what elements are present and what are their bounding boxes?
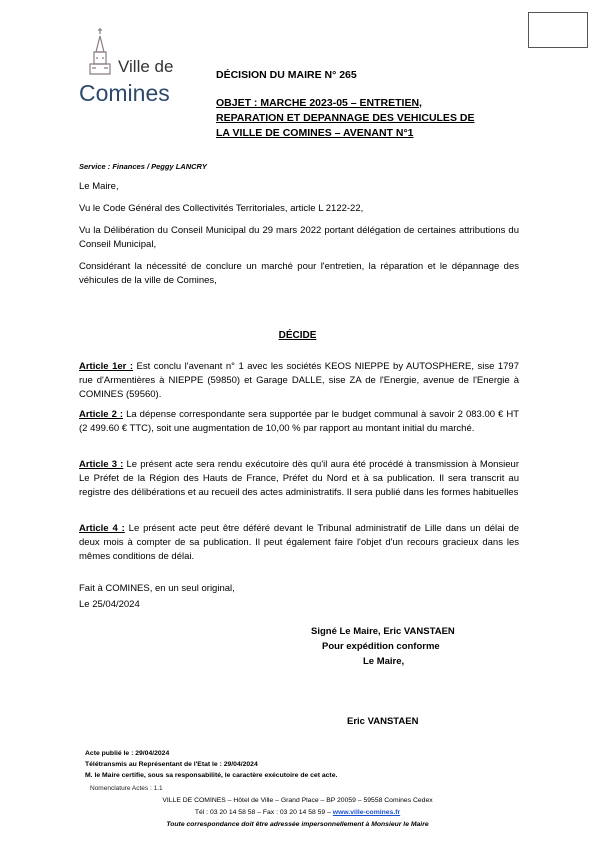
article-2 — [79, 408, 519, 436]
article-label: Article 3 : — [79, 459, 124, 470]
salutation: Le Maire, — [79, 181, 119, 192]
article-text: La dépense correspondante sera supportée par le budget communal à savoir 2 083.00 € HT (2 499.60 € TTC), soit une augmentation de 10,00 % par rapport au montant initial du marché. — [79, 409, 520, 434]
date: Le 25/04/2024 — [79, 599, 140, 610]
footer-address: VILLE DE COMINES – Hôtel de Ville – Grand Place – BP 20059 – 59558 Comines Cedex — [162, 797, 433, 804]
article-text: Le présent acte sera rendu exécutoire dès qu'il aura été procédé à transmission à Monsieur Le Préfet de la Région des Hauts de France, Préfet du Nord et à sa publication. Il sera transcrit au registre des délibérations et au recueil des actes administratifs. Il sera publié dans les formes habituelles — [79, 459, 520, 498]
article-label: Article 4 : — [79, 523, 125, 534]
stamp-box — [528, 12, 588, 48]
considerant: Considérant la nécessité de conclure un marché pour l'entretien, la réparation et le dépannage des véhicules de la ville de Comines, — [79, 261, 519, 286]
vu-code: Vu le Code Général des Collectivités Territoriales, article L 2122-22, — [79, 203, 364, 214]
article-3 — [79, 458, 519, 500]
certification: M. le Maire certifie, sous sa responsabilité, le caractère exécutoire de cet acte. — [85, 772, 338, 779]
nomenclature: Nomenclature Actes : 1.1 — [90, 785, 163, 792]
article-4 — [79, 522, 519, 564]
objet-label: OBJET : — [216, 97, 258, 109]
article-1 — [79, 360, 519, 402]
article-text: Est conclu l'avenant n° 1 avec les sociétés KEOS NIEPPE by AUTOSPHERE, sise 1797 rue d'Armentières à NIEPPE (59850) et Garage DALLE, sise ZA de l'Energie, avenue de l'Energie à COMINES (59560). — [79, 361, 519, 400]
objet-text: MARCHE 2023-05 – ENTRETIEN, REPARATION ET DEPANNAGE DES VEHICULES DE LA VILLE DE COMINES – AVENANT N°1 — [216, 97, 475, 139]
footer-notice: Toute correspondance doit être adressée impersonnellement à Monsieur le Maire — [166, 821, 429, 828]
footer-contact-text: Tél : 03 20 14 58 58 – Fax : 03 20 14 58 59 – — [194, 809, 333, 816]
logo-line-2: Comines — [79, 80, 170, 106]
article-label: Article 2 : — [79, 409, 124, 420]
footer-contact — [0, 809, 595, 816]
transmission-date: Télétransmis au Représentant de l'Etat le : 29/04/2024 — [85, 761, 258, 768]
signature-line-3: Le Maire, — [363, 656, 405, 667]
publication-date: Acte publié le : 29/04/2024 — [85, 750, 170, 757]
vu-deliberation: Vu la Délibération du Conseil Municipal du 29 mars 2022 portant délégation de certaines attributions du Conseil Municipal, — [79, 225, 519, 250]
article-text: Le présent acte peut être déféré devant le Tribunal administratif de Lille dans un délai de deux mois à compter de sa publication. Il peut également faire l'objet d'un recours gracieux dans les mêmes conditions de délai. — [79, 523, 520, 562]
service-line: Service : Finances / Peggy LANCRY — [79, 162, 207, 171]
objet-heading — [216, 96, 491, 141]
decide-heading: DÉCIDE — [278, 330, 317, 341]
signature-line-1: Signé Le Maire, Eric VANSTAEN — [311, 626, 455, 637]
fait-a: Fait à COMINES, en un seul original, — [79, 583, 235, 594]
signatory-name: Eric VANSTAEN — [347, 716, 419, 727]
article-label: Article 1er : — [79, 361, 133, 372]
website-link[interactable]: www.ville-comines.fr — [332, 809, 401, 816]
decision-number: DÉCISION DU MAIRE N° 265 — [216, 69, 357, 81]
signature-line-2: Pour expédition conforme — [322, 641, 440, 652]
logo-line-1: Ville de — [118, 57, 174, 76]
